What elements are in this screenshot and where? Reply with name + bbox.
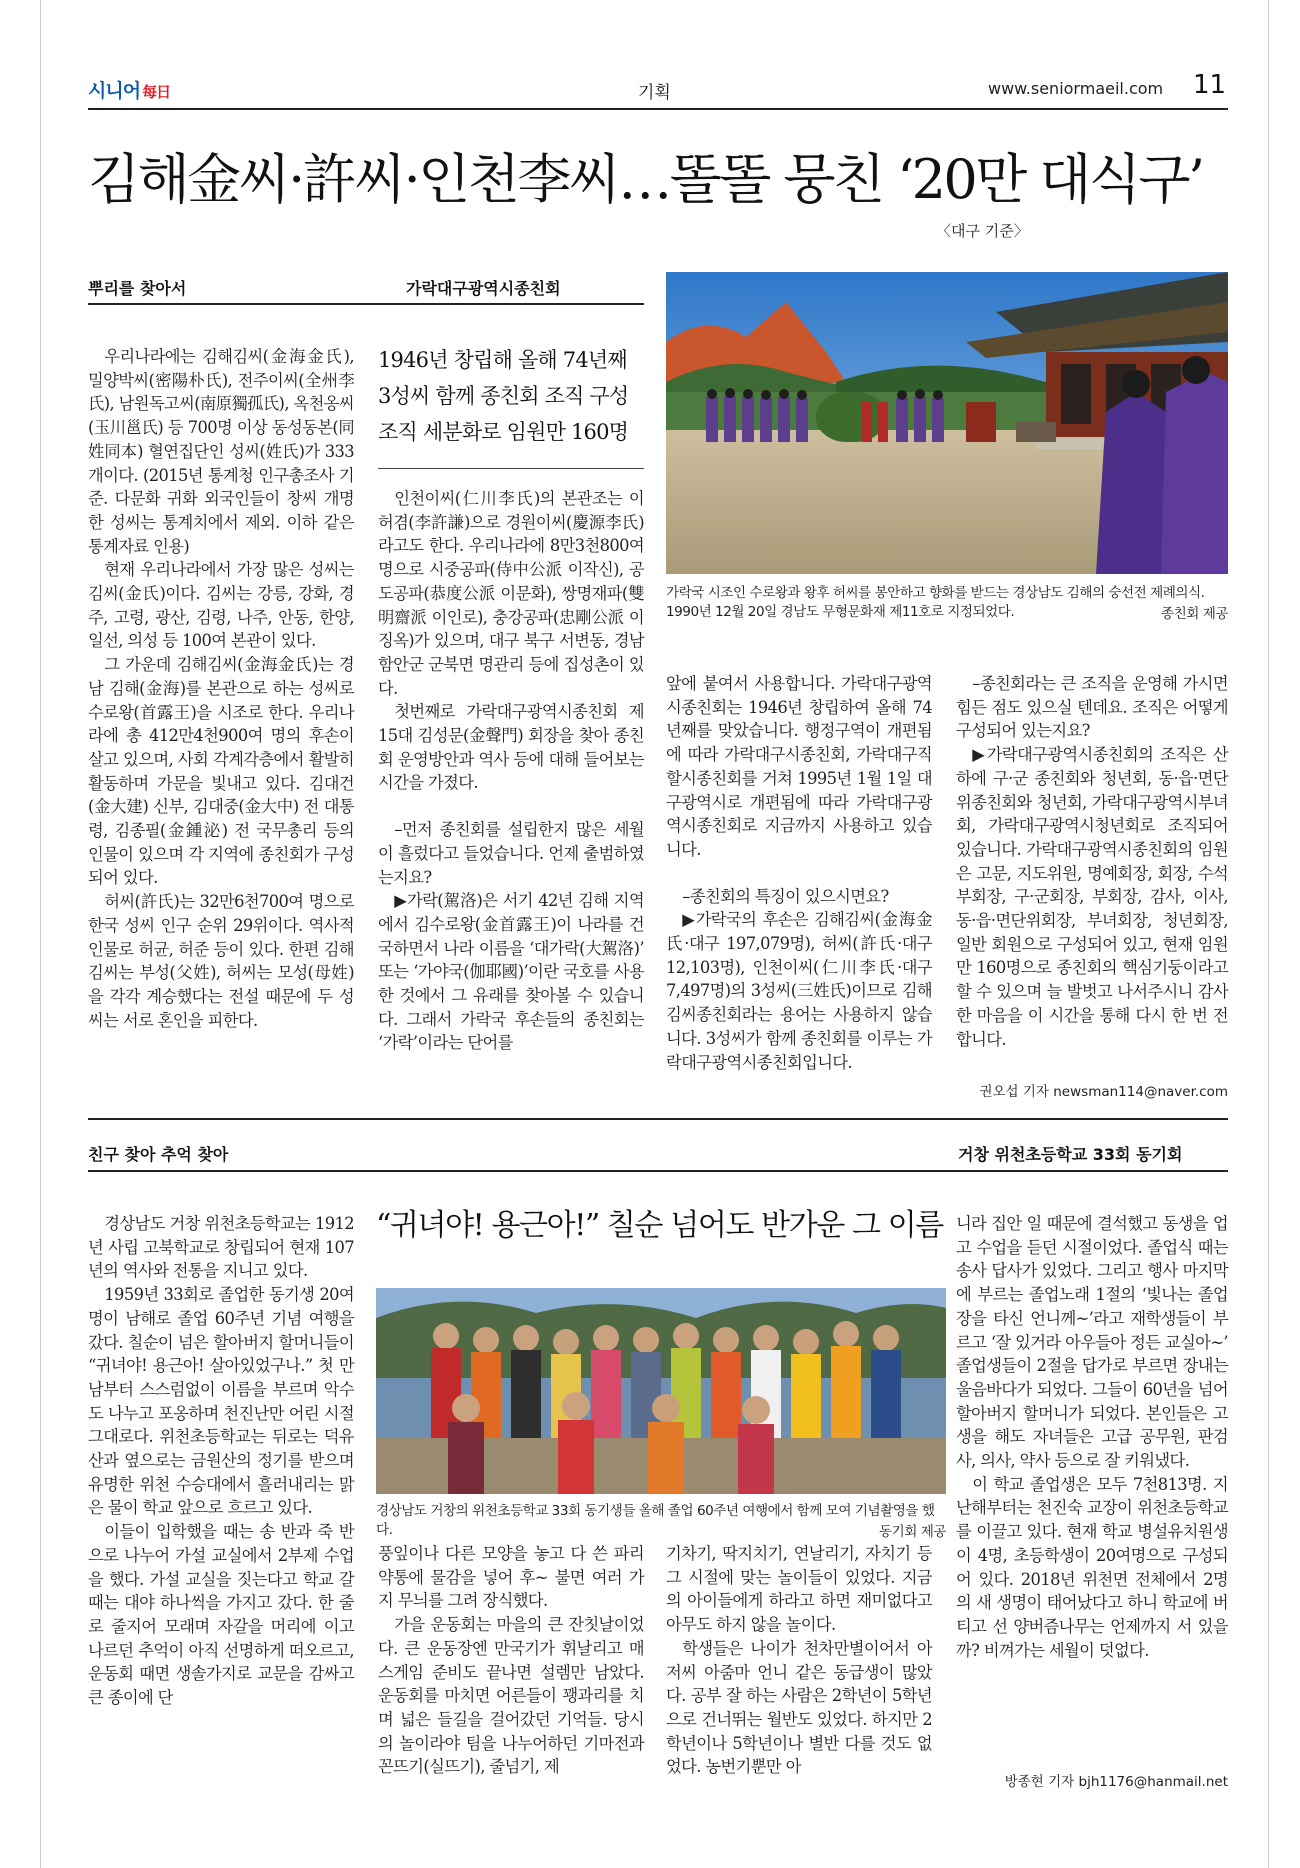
article1-headline: 김해金씨·許씨·인천李씨…똘똘 뭉친 ‘20만 대식구’ — [88, 148, 1203, 211]
reunion-illustration — [376, 1288, 946, 1494]
photo1-caption — [666, 584, 1228, 624]
article1-column-2 — [378, 487, 644, 1055]
section-label: 기획 — [638, 83, 671, 103]
question: –종친회의 특징이 있으시면요? — [682, 886, 889, 906]
ceremony-photo — [666, 272, 1228, 574]
section-rule-2 — [88, 1170, 1228, 1172]
answer: ▶가락(駕洛)은 서기 42년 김해 지역에서 김수로왕(金首露王)이 나라를 건국하면서 나라 이름을 ‘대가락(大駕洛)’ 또는 ‘가야국(伽耶國)’이란 국호를 사용한 것에서 그 유래를 찾아볼 수 있습니다. 그래서 가락국 후손들의 종친회는 ‘가락’이라는 단어를 — [378, 891, 644, 1053]
series-label-2: 친구 찾아 추억 찾아 — [88, 1145, 229, 1164]
left-margin-rule — [40, 0, 41, 1868]
article2-byline: 방종현 기자 bjh1176@hanmail.net — [1004, 1774, 1228, 1790]
organization-label: 가락대구광역시종친회 — [406, 279, 561, 298]
article1-column-3 — [666, 672, 932, 1074]
paragraph: 우리나라에는 김해김씨(金海金氏), 밀양박씨(密陽朴氏), 전주이씨(全州李氏), 남원독고씨(南原獨孤氏), 옥천옹씨(玉川邕氏) 등 700명 이상 동성동본(同姓同本) 혈연집단인 성씨(姓氏)가 333개이다. (2015년 통계청 인구총조사 기준. 다문화 귀화 외국인들이 창씨 개명한 성씨는 통계치에서 제외. 이하 같은 통계자료 인용) — [88, 347, 354, 556]
article-divider — [88, 1118, 1228, 1120]
website: www.seniormaeil.com — [988, 79, 1164, 98]
page-number: 11 — [1193, 70, 1227, 100]
paragraph: 그 가운데 김해김씨(金海金氏)는 경남 김해(金海)를 본관으로 하는 성씨로 수로왕(首露王)을 시조로 한다. 우리나라에 총 412만4천900여 명의 후손이 살고 있으며, 사회 각계각층에서 활발히 활동하며 가문을 빛내고 있다. 김대건(金大建) 신부, 김대중(金大中) 전 대통령, 김종필(金鍾泌) 전 국무총리 등의 인물이 있으며 각 지역에 종친회가 구성되어 있다. — [88, 655, 354, 888]
photo1-caption-text: 가락국 시조인 수로왕과 왕후 허씨를 봉안하고 향화를 받드는 경상남도 김해의 숭선전 제례의식. 1990년 12월 20일 경남도 무형문화재 제11호로 지정되었다. — [666, 585, 1205, 620]
answer-continued: 앞에 붙여서 사용합니다. 가락대구광역시종친회는 1946년 창립하여 올해 74년째를 맞았습니다. 행정구역이 개편됨에 따라 가락대구시종친회, 가락대구직할시종친회를 거쳐 1995년 1월 1일 대구광역시로 개편됨에 따라 가락대구광역시종친회로 지금까지 사용하고 있습니다. — [666, 674, 932, 859]
paragraph: 이 학교 졸업생은 모두 7천813명. 지난해부터는 천진숙 교장이 위천초등학교를 이끌고 있다. 현재 학교 병설유치원생이 4명, 초등학생이 20여명으로 구성되어 있다. 2018년 위천면 전체에서 2명의 새 생명이 태어났다고 하니 학교에 버티고 선 양버즘나무는 언제까지 서 있을까? 비껴가는 세월이 덧없다. — [956, 1474, 1228, 1660]
masthead — [88, 70, 1228, 108]
article2-column-3 — [666, 1542, 932, 1779]
question: –종친회라는 큰 조직을 운영해 가시면 힘든 점도 있으실 텐데요. 조직은 어떻게 구성되어 있는지요? — [956, 674, 1228, 741]
paragraph: 풍잎이나 다른 모양을 놓고 다 쓴 파리 약통에 물감을 넣어 후~ 불면 여러 가지 무늬를 그려 장식했다. — [378, 1544, 644, 1611]
photo2-caption-text: 경상남도 거창의 위천초등학교 33회 동기생들 올해 졸업 60주년 여행에서 함께 모여 기념촬영을 했다. — [376, 1503, 935, 1538]
deck-line: 3성씨 함께 종친회 조직 구성 — [378, 384, 629, 408]
paragraph: 인천이씨(仁川李氏)의 본관조는 이허겸(李許謙)으로 경원이씨(慶源李氏)라고도 한다. 우리나라에 8만3천800여 명으로 시중공파(侍中公派 이작신), 공도공파(恭度公派 이문화), 쌍명재파(雙明齋派 이인로), 충강공파(忠剛公派 이징옥)가 있으며, 대구 북구 서변동, 경남 함안군 군북면 명관리 등에 집성촌이 있다. — [378, 489, 644, 698]
article1-column-4 — [956, 672, 1228, 1051]
paragraph: 기차기, 딱지치기, 연날리기, 자치기 등 그 시절에 맞는 놀이들이 있었다. 지금의 아이들에게 하라고 하면 재미없다고 아무도 하지 않을 놀이다. — [666, 1544, 932, 1635]
answer: ▶가락대구광역시종친회의 조직은 산하에 구·군 종친회와 청년회, 동·읍·면단위종친회와 청년회, 가락대구광역시부녀회, 가락대구광역시청년회로 조직되어 있습니다. 가락대구광역시종친회의 임원은 고문, 지도위원, 명예회장, 회장, 수석부회장, 구·군회장, 부회장, 감사, 이사, 동·읍·면단위회장, 부녀회장, 청년회장, 일반 회원으로 구성되어 있고, 현재 임원만 160명으로 종친회의 핵심기둥이라고 할 수 있으며 늘 발벗고 나서주시니 감사한 마음을 이 시간을 통해 다시 한 번 전합니다. — [956, 745, 1228, 1049]
paragraph: 1959년 33회로 졸업한 동기생 20여 명이 남해로 졸업 60주년 기념 여행을 갔다. 칠순이 넘은 할아버지 할머니들이 “귀녀야! 용근아! 살아있었구나.” 첫 만남부터 스스럼없이 이름을 부르며 악수도 나누고 포옹하며 천진난만 어린 시절 그대로다. 위천초등학교는 뒤로는 덕유산과 옆으로는 금원산의 정기를 받으며 유명한 위천 수승대에서 흘러내리는 맑은 물이 학교 앞으로 흐르고 있다. — [88, 1285, 354, 1518]
photo2-caption — [376, 1502, 946, 1542]
article2-column-2 — [378, 1542, 644, 1779]
reunion-photo — [376, 1288, 946, 1494]
logo — [88, 76, 170, 103]
paragraph: 가을 운동회는 마을의 큰 잔칫날이었다. 큰 운동장엔 만국기가 휘날리고 매스게임 준비도 끝나면 설렘만 남았다. 운동회를 마치면 어른들이 꽹과리를 치며 넓은 들길을 걸어갔던 기억들. 당시의 놀이라야 팀을 나누어하던 기마전과 꼰뜨기(실뜨기), 줄넘기, 제 — [378, 1615, 644, 1777]
paragraph: 첫번째로 가락대구광역시종친회 제15대 김성문(金聲門) 회장을 찾아 종친회 운영방안과 역사 등에 대해 들어보는 시간을 가졌다. — [378, 702, 644, 793]
article2-headline: “귀녀야! 용근아!” 칠순 넘어도 반가운 그 이름 — [376, 1208, 943, 1243]
series-label: 뿌리를 찾아서 — [88, 279, 187, 298]
paragraph: 니라 집안 일 때문에 결석했고 동생을 업고 수업을 듣던 시절이었다. 졸업식 때는 송사 답사가 있었다. 그리고 행사 마지막에 부르는 졸업노래 1절의 ‘빛나는 졸업장을 타신 언니께~’라고 재학생들이 부르고 ‘잘 있거라 아우들아 정든 교실아~’ 졸업생들이 2절을 답가로 부르면 장내는 울음바다가 되었다. 그들이 60년을 넘어 할아버지 할머니가 되었다. 본인들은 고생을 해도 자녀들은 고급 공무원, 판검사, 의사, 약사 등으로 잘 키워냈다. — [956, 1214, 1228, 1471]
organization-label-2: 거창 위천초등학교 33회 동기회 — [958, 1145, 1183, 1164]
article1-column-1 — [88, 345, 354, 1032]
deck-rule — [378, 468, 644, 469]
article1-byline: 권오섭 기자 newsman114@naver.com — [979, 1084, 1228, 1100]
paragraph: 현재 우리나라에서 가장 많은 성씨는 김씨(金氏)이다. 김씨는 강릉, 강화, 경주, 고령, 광산, 김령, 나주, 안동, 한양, 일선, 의성 등 100여 본관이 있다. — [88, 560, 354, 651]
right-margin-rule — [1268, 0, 1269, 1868]
paragraph: 이들이 입학했을 때는 송 반과 죽 반으로 나누어 가설 교실에서 2부제 수업을 했다. 가설 교실을 짓는다고 학교 갈 때는 대야 하나씩을 가지고 갔다. 한 줄로 줄지어 모래며 자갈을 머리에 이고 나르던 추억이 아직 선명하게 떠오르고, 운동회 때면 생솔가지로 교문을 감싸고 큰 종이에 단 — [88, 1522, 354, 1708]
headline-note: 〈대구 기준〉 — [936, 222, 1029, 240]
logo-sub: 每日 — [142, 83, 171, 101]
section-rule — [88, 303, 644, 305]
answer: ▶가락국의 후손은 김해김씨(金海金氏·대구 197,079명), 허씨(許氏·대구 12,103명), 인천이씨(仁川李氏·대구 7,497명)의 3성씨(三姓氏)이므로 김해김씨종친회라는 용어는 사용하지 않습니다. 3성씨가 함께 종친회를 이루는 가락대구광역시종친회입니다. — [666, 910, 932, 1072]
photo1-credit: 종친회 제공 — [1161, 606, 1228, 622]
logo-main: 시니어 — [88, 80, 141, 102]
paragraph: 학생들은 나이가 천차만별이어서 아저씨 아줌마 언니 같은 동급생이 많았다. 공부 잘 하는 사람은 2학년이 5학년으로 건너뛰는 월반도 있었다. 하지만 2학년이나 5학년이나 별반 다를 것도 없었다. 농번기뿐만 아 — [666, 1638, 932, 1777]
masthead-rule — [88, 108, 1228, 110]
deck-line: 조직 세분화로 임원만 160명 — [378, 420, 629, 444]
deck-line: 1946년 창립해 올해 74년째 — [378, 348, 627, 372]
article1-deck — [378, 342, 644, 450]
article2-column-4 — [956, 1212, 1228, 1662]
paragraph: 경상남도 거창 위천초등학교는 1912년 사립 고북학교로 창립되어 현재 107년의 역사와 전통을 지니고 있다. — [88, 1214, 354, 1281]
article2-column-1 — [88, 1212, 354, 1710]
question: –먼저 종친회를 설립한지 많은 세월이 흘렀다고 들었습니다. 언제 출범하였는지요? — [378, 820, 644, 887]
paragraph: 허씨(許氏)는 32만6천700여 명으로 한국 성씨 인구 순위 29위이다. 역사적 인물로 허균, 허준 등이 있다. 한편 김해김씨는 부성(父姓), 허씨는 모성(母姓)을 각각 계승했다는 전설 때문에 두 성씨는 서로 혼인을 피한다. — [88, 892, 354, 1030]
photo2-credit: 동기회 제공 — [879, 1524, 946, 1540]
ceremony-illustration — [666, 272, 1228, 574]
